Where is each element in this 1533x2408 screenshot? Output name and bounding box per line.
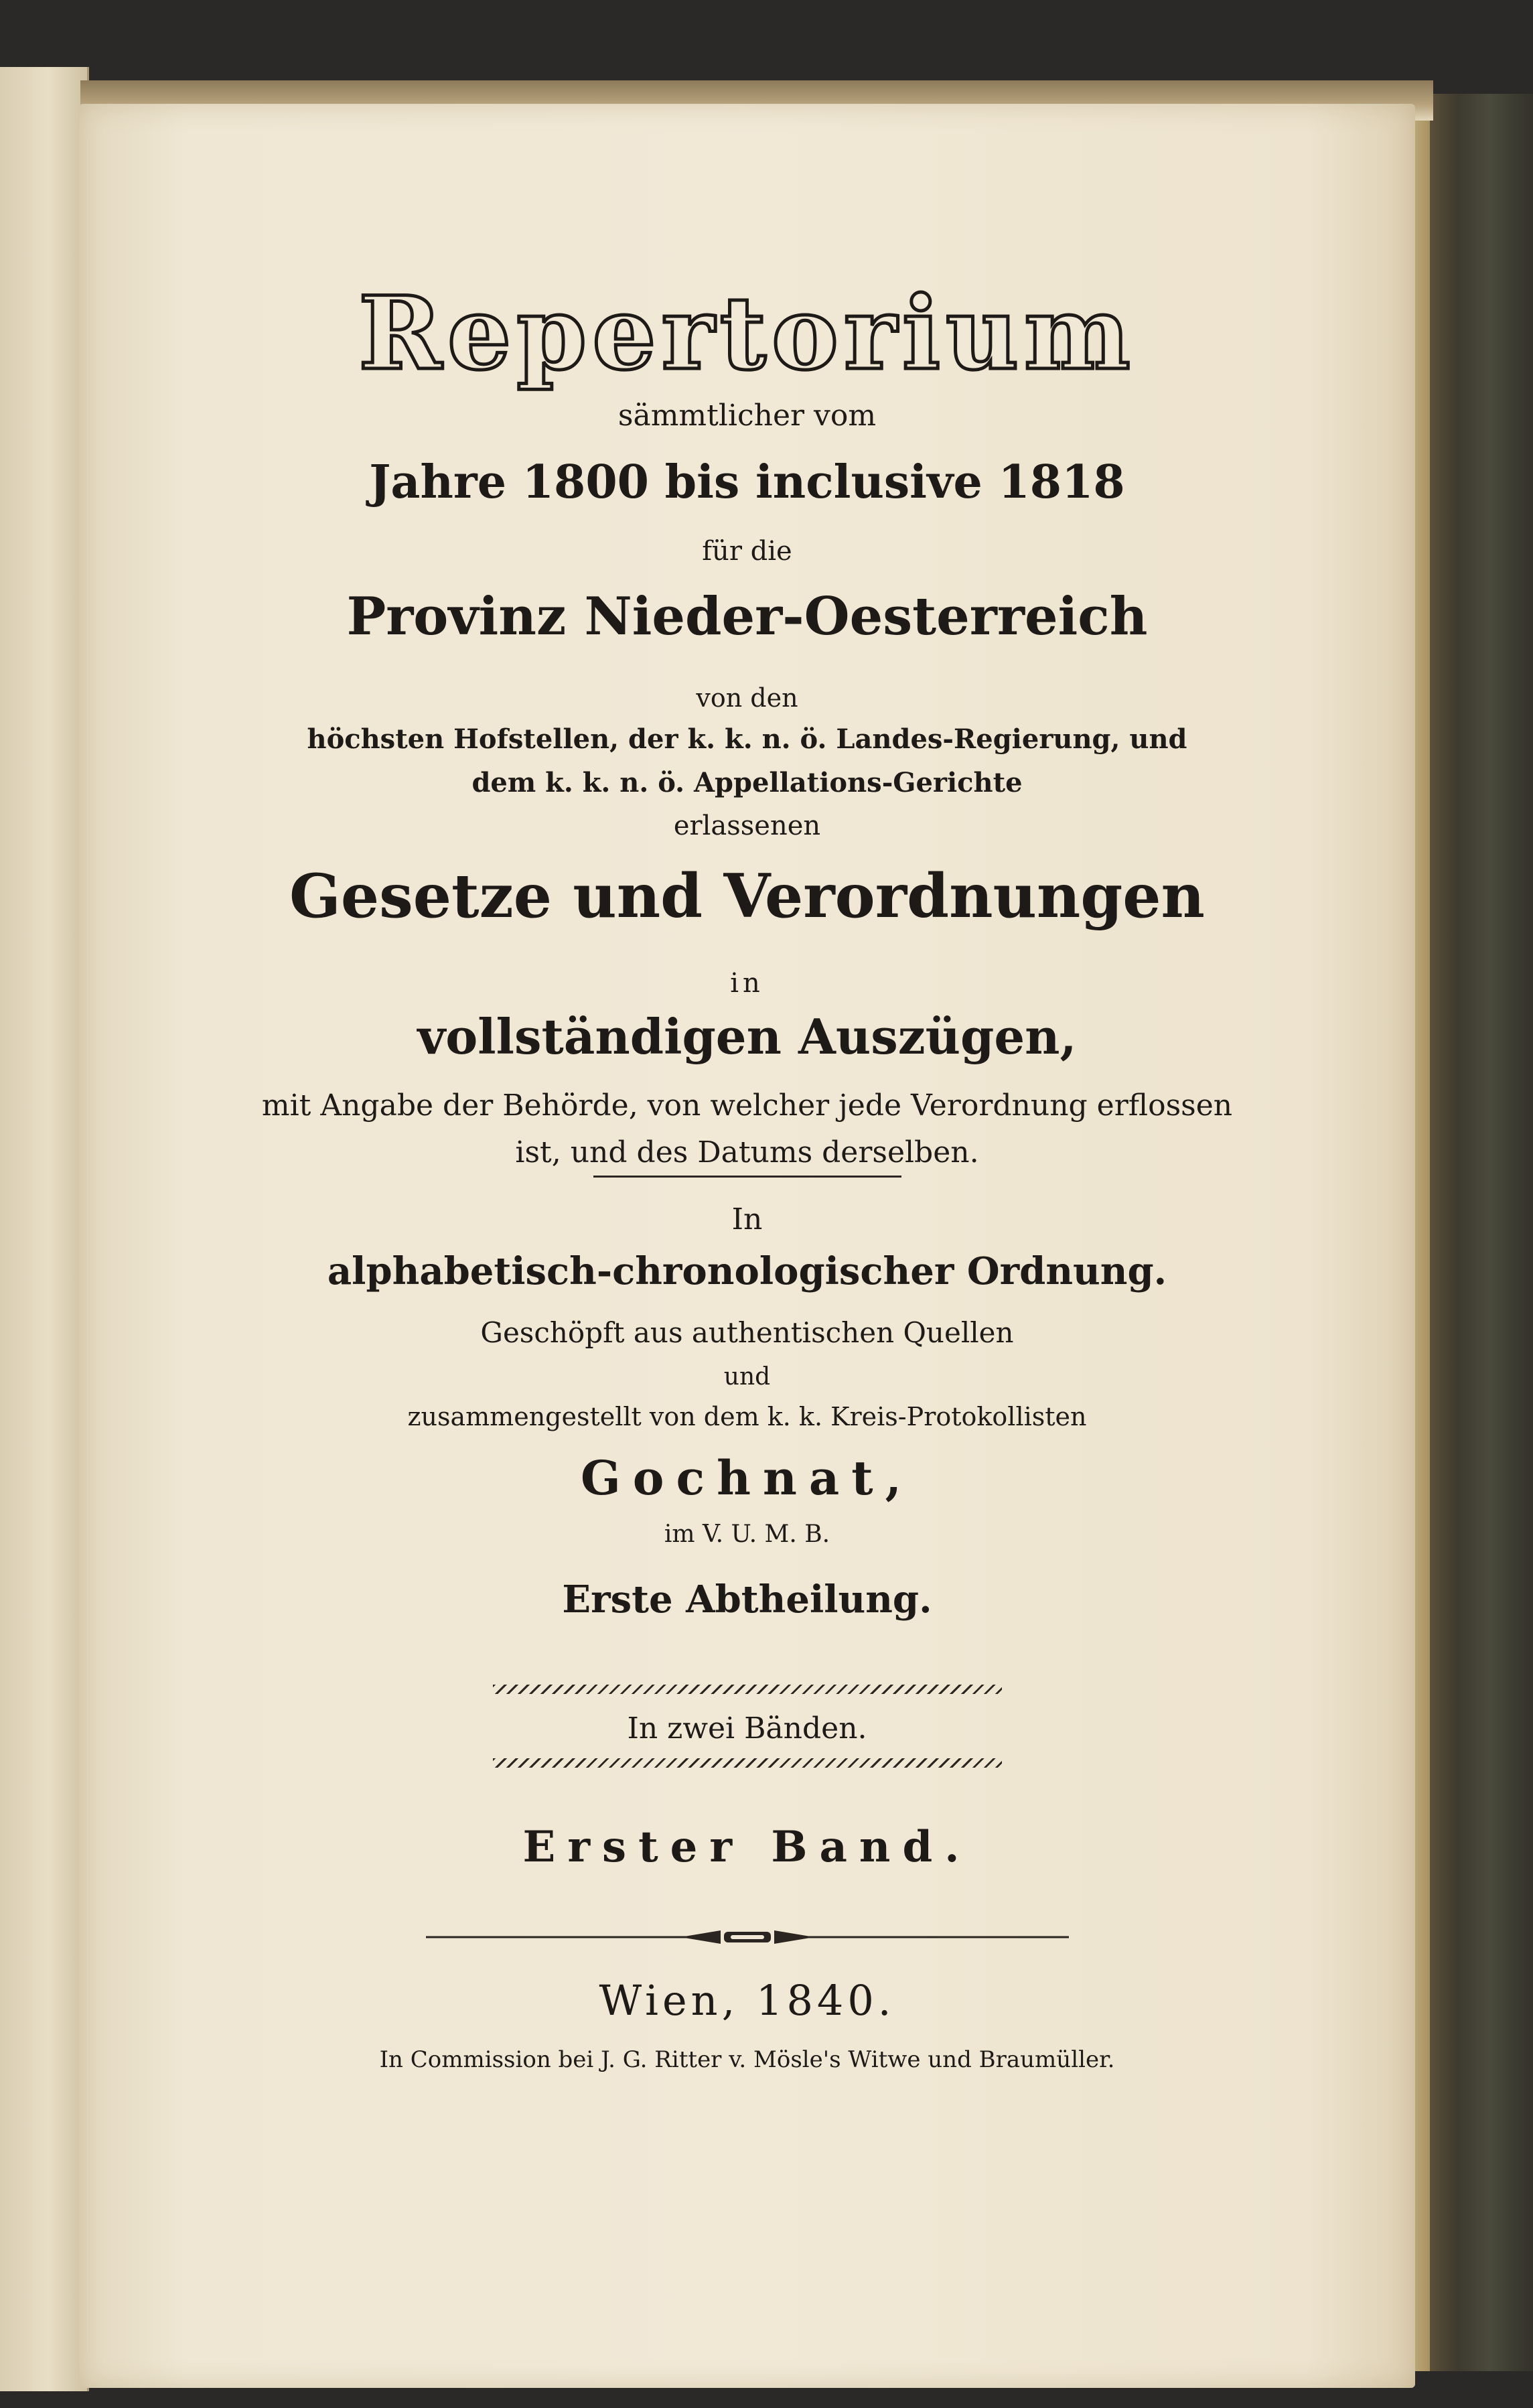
authorities-line-2: dem k. k. n. ö. Appellations-Gerichte xyxy=(471,767,1023,798)
authorities-line-1: höchsten Hofstellen, der k. k. n. ö. Landes-Regierung, und xyxy=(307,723,1187,755)
district-line: im V. U. M. B. xyxy=(664,1520,830,1548)
laws-line: Gesetze und Verordnungen xyxy=(289,861,1205,932)
fuer-die: für die xyxy=(702,536,792,567)
order-line: alphabetisch-chronologischer Ordnung. xyxy=(327,1249,1167,1293)
province-line: Provinz Nieder-Oesterreich xyxy=(346,586,1148,647)
detail-line-2: ist, und des Datums derselben. xyxy=(515,1135,979,1170)
subtitle-line-1: sämmtlicher vom xyxy=(617,399,877,433)
ornament-rule xyxy=(426,1929,1069,1945)
volumes-note: In zwei Bänden. xyxy=(627,1711,867,1746)
main-title: Repertorium xyxy=(358,275,1136,393)
compiled-line: zusammengestellt von dem k. k. Kreis-Protokollisten xyxy=(407,1402,1087,1431)
detail-line-1: mit Angabe der Behörde, von welcher jede Verordnung erflossen xyxy=(261,1088,1233,1123)
title-page xyxy=(79,104,1415,2388)
erlassenen: erlassenen xyxy=(673,810,821,841)
place-year: Wien, 1840. xyxy=(599,1976,895,2025)
und-line: und xyxy=(723,1363,771,1391)
von-den: von den xyxy=(696,683,798,713)
left-page-edge xyxy=(0,67,89,2391)
band-line: Erster Band. xyxy=(522,1822,972,1872)
zigzag-rule-top xyxy=(493,1685,1002,1694)
in-line: in xyxy=(730,968,764,999)
book-cover-edge xyxy=(1413,94,1533,2371)
in-line-2: In xyxy=(731,1202,763,1236)
extracts-line: vollständigen Auszügen, xyxy=(417,1008,1077,1065)
years-line: Jahre 1800 bis inclusive 1818 xyxy=(369,455,1125,509)
short-rule xyxy=(593,1176,901,1178)
zigzag-rule-bottom xyxy=(493,1758,1002,1768)
publisher-line: In Commission bei J. G. Ritter v. Mösle's Witwe und Braumüller. xyxy=(379,2046,1115,2073)
source-line: Geschöpft aus authentischen Quellen xyxy=(480,1316,1014,1349)
part-line: Erste Abtheilung. xyxy=(562,1577,932,1622)
author-name: Gochnat, xyxy=(581,1450,914,1506)
